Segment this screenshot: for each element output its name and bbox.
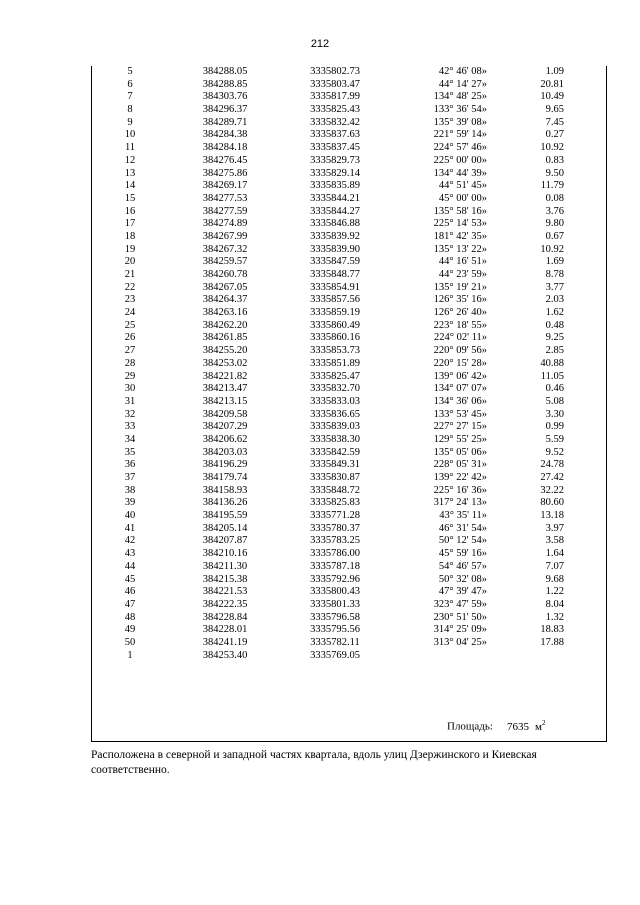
segment-length-cell: 0.67 — [545, 230, 564, 242]
table-row — [92, 599, 608, 612]
x-coordinate-cell: 384275.86 — [202, 167, 248, 179]
x-coordinate-cell: 384288.05 — [202, 66, 248, 77]
x-coordinate-cell: 384158.93 — [202, 484, 248, 496]
y-coordinate-cell: 3335835.89 — [310, 180, 360, 192]
table-row — [92, 624, 608, 637]
direction-angle-cell: 54° 46' 57» — [438, 560, 487, 572]
point-number-cell: 32 — [124, 408, 136, 420]
direction-angle-cell: 135° 58' 16» — [433, 205, 487, 217]
segment-length-cell: 0.46 — [545, 383, 564, 395]
direction-angle-cell: 228° 05' 31» — [433, 459, 487, 471]
point-number-cell: 47 — [124, 598, 136, 610]
segment-length-cell: 8.04 — [545, 598, 564, 610]
point-number-cell: 20 — [124, 256, 136, 268]
table-row — [92, 104, 608, 117]
point-number-cell: 29 — [124, 370, 136, 382]
table-row — [92, 256, 608, 269]
direction-angle-cell: 314° 25' 09» — [433, 624, 487, 636]
y-coordinate-cell: 3335829.73 — [310, 154, 360, 166]
segment-length-cell: 9.25 — [545, 332, 564, 344]
point-number-cell: 48 — [124, 611, 136, 623]
y-coordinate-cell: 3335800.43 — [310, 586, 360, 598]
point-number-cell: 1 — [127, 649, 133, 661]
direction-angle-cell: 135° 13' 22» — [433, 243, 487, 255]
coordinates-table — [92, 66, 608, 662]
table-row — [92, 358, 608, 371]
x-coordinate-cell: 384255.20 — [202, 345, 248, 357]
segment-length-cell: 1.69 — [545, 256, 564, 268]
page-number: 212 — [310, 38, 330, 50]
direction-angle-cell: 47° 39' 47» — [438, 586, 487, 598]
point-number-cell: 16 — [124, 205, 136, 217]
table-row — [92, 66, 608, 79]
direction-angle-cell: 223° 18' 55» — [433, 319, 487, 331]
x-coordinate-cell: 384253.40 — [202, 649, 248, 661]
table-row — [92, 168, 608, 181]
segment-length-cell: 2.85 — [545, 345, 564, 357]
x-coordinate-cell: 384205.14 — [202, 522, 248, 534]
direction-angle-cell: 220° 09' 56» — [433, 345, 487, 357]
y-coordinate-cell: 3335847.59 — [310, 256, 360, 268]
x-coordinate-cell: 384263.16 — [202, 307, 248, 319]
table-row — [92, 155, 608, 168]
table-row — [92, 485, 608, 498]
table-row — [92, 548, 608, 561]
point-number-cell: 5 — [127, 66, 133, 77]
point-number-cell: 27 — [124, 345, 136, 357]
y-coordinate-cell: 3335849.31 — [310, 459, 360, 471]
segment-length-cell: 32.22 — [540, 484, 564, 496]
x-coordinate-cell: 384222.35 — [202, 598, 248, 610]
x-coordinate-cell: 384241.19 — [202, 636, 248, 648]
table-row — [92, 79, 608, 92]
point-number-cell: 22 — [124, 281, 136, 293]
y-coordinate-cell: 3335787.18 — [310, 560, 360, 572]
point-number-cell: 26 — [124, 332, 136, 344]
x-coordinate-cell: 384195.59 — [202, 510, 248, 522]
segment-length-cell: 13.18 — [540, 510, 564, 522]
table-row — [92, 320, 608, 333]
direction-angle-cell: 44° 16' 51» — [438, 256, 487, 268]
table-row — [92, 117, 608, 130]
table-row — [92, 637, 608, 650]
segment-length-cell: 1.62 — [545, 307, 564, 319]
segment-length-cell: 8.78 — [545, 269, 564, 280]
direction-angle-cell: 46° 31' 54» — [438, 522, 487, 534]
direction-angle-cell: 50° 32' 08» — [438, 573, 487, 585]
y-coordinate-cell: 3335848.72 — [310, 484, 360, 496]
point-number-cell: 31 — [124, 395, 136, 407]
y-coordinate-cell: 3335832.70 — [310, 383, 360, 395]
segment-length-cell: 11.05 — [540, 370, 564, 382]
y-coordinate-cell: 3335836.65 — [310, 408, 360, 420]
direction-angle-cell: 45° 59' 16» — [438, 548, 487, 560]
x-coordinate-cell: 384267.05 — [202, 281, 248, 293]
direction-angle-cell: 139° 22' 42» — [433, 472, 487, 483]
x-coordinate-cell: 384274.89 — [202, 218, 248, 230]
point-number-cell: 50 — [124, 636, 136, 648]
table-row — [92, 396, 608, 409]
y-coordinate-cell: 3335786.00 — [310, 548, 360, 560]
x-coordinate-cell: 384259.57 — [202, 256, 248, 268]
direction-angle-cell: 129° 55' 25» — [433, 433, 487, 445]
y-coordinate-cell: 3335857.56 — [310, 294, 360, 306]
table-row — [92, 129, 608, 142]
segment-length-cell: 40.88 — [540, 357, 564, 369]
point-number-cell: 37 — [124, 472, 136, 483]
direction-angle-cell: 45° 00' 00» — [438, 192, 487, 204]
area-unit: м — [534, 720, 542, 733]
segment-length-cell: 0.99 — [545, 421, 564, 433]
segment-length-cell: 0.48 — [545, 319, 564, 331]
segment-length-cell: 7.45 — [545, 116, 564, 128]
segment-length-cell: 3.30 — [545, 408, 564, 420]
table-row — [92, 434, 608, 447]
x-coordinate-cell: 384261.85 — [202, 332, 248, 344]
area-label: Площадь: — [447, 720, 493, 733]
direction-angle-cell: 133° 53' 45» — [433, 408, 487, 420]
direction-angle-cell: 139° 06' 42» — [433, 370, 487, 382]
x-coordinate-cell: 384262.20 — [202, 319, 248, 331]
direction-angle-cell: 230° 51' 50» — [433, 611, 487, 623]
point-number-cell: 28 — [124, 357, 136, 369]
table-row — [92, 421, 608, 434]
y-coordinate-cell: 3335848.77 — [310, 269, 360, 280]
x-coordinate-cell: 384210.16 — [202, 548, 248, 560]
segment-length-cell: 9.68 — [545, 573, 564, 585]
segment-length-cell: 11.79 — [540, 180, 564, 192]
y-coordinate-cell: 3335795.56 — [310, 624, 360, 636]
y-coordinate-cell: 3335803.47 — [310, 78, 360, 90]
point-number-cell: 17 — [124, 218, 136, 230]
direction-angle-cell: 225° 00' 00» — [433, 154, 487, 166]
point-number-cell: 24 — [124, 307, 136, 319]
direction-angle-cell: 135° 39' 08» — [433, 116, 487, 128]
direction-angle-cell: 134° 36' 06» — [433, 395, 487, 407]
segment-length-cell: 9.52 — [545, 446, 564, 458]
y-coordinate-cell: 3335837.63 — [310, 129, 360, 141]
y-coordinate-cell: 3335839.03 — [310, 421, 360, 433]
point-number-cell: 40 — [124, 510, 136, 522]
y-coordinate-cell: 3335837.45 — [310, 142, 360, 154]
location-description: Расположена в северной и западной частях квартала, вдоль улиц Дзержинского и Киевская соответственно. — [91, 749, 537, 776]
table-row — [92, 231, 608, 244]
x-coordinate-cell: 384284.18 — [202, 142, 248, 154]
table-row — [92, 332, 608, 345]
y-coordinate-cell: 3335854.91 — [310, 281, 360, 293]
direction-angle-cell: 50° 12' 54» — [438, 535, 487, 547]
x-coordinate-cell: 384289.71 — [202, 116, 248, 128]
table-row — [92, 206, 608, 219]
area-line — [447, 719, 545, 733]
point-number-cell: 11 — [124, 142, 136, 154]
table-row — [92, 294, 608, 307]
point-number-cell: 25 — [124, 319, 136, 331]
point-number-cell: 14 — [124, 180, 136, 192]
table-row — [92, 523, 608, 536]
point-number-cell: 45 — [124, 573, 136, 585]
x-coordinate-cell: 384267.99 — [202, 230, 248, 242]
y-coordinate-cell: 3335829.14 — [310, 167, 360, 179]
table-row — [92, 244, 608, 257]
point-number-cell: 39 — [124, 497, 136, 509]
segment-length-cell: 9.50 — [545, 167, 564, 179]
table-row — [92, 586, 608, 599]
y-coordinate-cell: 3335859.19 — [310, 307, 360, 319]
point-number-cell: 43 — [124, 548, 136, 560]
segment-length-cell: 1.22 — [545, 586, 564, 598]
direction-angle-cell: 133° 36' 54» — [433, 104, 487, 116]
direction-angle-cell: 44° 14' 27» — [438, 78, 487, 90]
direction-angle-cell: 134° 48' 25» — [433, 91, 487, 103]
point-number-cell: 35 — [124, 446, 136, 458]
point-number-cell: 36 — [124, 459, 136, 471]
segment-length-cell: 9.80 — [545, 218, 564, 230]
point-number-cell: 12 — [124, 154, 136, 166]
table-row — [92, 612, 608, 625]
point-number-cell: 49 — [124, 624, 136, 636]
table-row — [92, 218, 608, 231]
x-coordinate-cell: 384260.78 — [202, 269, 248, 280]
table-row — [92, 535, 608, 548]
table-row — [92, 574, 608, 587]
x-coordinate-cell: 384269.17 — [202, 180, 248, 192]
point-number-cell: 33 — [124, 421, 136, 433]
table-row — [92, 650, 608, 663]
table-row — [92, 269, 608, 282]
x-coordinate-cell: 384215.38 — [202, 573, 248, 585]
segment-length-cell: 10.92 — [540, 142, 564, 154]
point-number-cell: 7 — [127, 91, 133, 103]
direction-angle-cell: 135° 05' 06» — [433, 446, 487, 458]
x-coordinate-cell: 384196.29 — [202, 459, 248, 471]
point-number-cell: 42 — [124, 535, 136, 547]
x-coordinate-cell: 384228.84 — [202, 611, 248, 623]
point-number-cell: 30 — [124, 383, 136, 395]
point-number-cell: 44 — [124, 560, 136, 572]
y-coordinate-cell: 3335802.73 — [310, 66, 360, 77]
y-coordinate-cell: 3335825.47 — [310, 370, 360, 382]
table-row — [92, 510, 608, 523]
direction-angle-cell: 181° 42' 35» — [433, 230, 487, 242]
segment-length-cell: 20.81 — [540, 78, 564, 90]
table-row — [92, 497, 608, 510]
segment-length-cell: 27.42 — [540, 472, 564, 483]
segment-length-cell: 9.65 — [545, 104, 564, 116]
y-coordinate-cell: 3335769.05 — [310, 649, 360, 661]
x-coordinate-cell: 384277.59 — [202, 205, 248, 217]
y-coordinate-cell: 3335839.90 — [310, 243, 360, 255]
direction-angle-cell: 317° 24' 13» — [433, 497, 487, 509]
x-coordinate-cell: 384211.30 — [202, 560, 248, 572]
point-number-cell: 10 — [124, 129, 136, 141]
table-row — [92, 472, 608, 485]
y-coordinate-cell: 3335792.96 — [310, 573, 360, 585]
point-number-cell: 13 — [124, 167, 136, 179]
segment-length-cell: 80.60 — [540, 497, 564, 509]
segment-length-cell: 3.77 — [545, 281, 564, 293]
x-coordinate-cell: 384209.58 — [202, 408, 248, 420]
direction-angle-cell: 134° 07' 07» — [433, 383, 487, 395]
table-row — [92, 561, 608, 574]
x-coordinate-cell: 384203.03 — [202, 446, 248, 458]
direction-angle-cell: 221° 59' 14» — [433, 129, 487, 141]
segment-length-cell: 10.92 — [540, 243, 564, 255]
y-coordinate-cell: 3335771.28 — [310, 510, 360, 522]
y-coordinate-cell: 3335830.87 — [310, 472, 360, 483]
segment-length-cell: 17.88 — [540, 636, 564, 648]
x-coordinate-cell: 384221.82 — [202, 370, 248, 382]
x-coordinate-cell: 384136.26 — [202, 497, 248, 509]
direction-angle-cell: 44° 51' 45» — [438, 180, 487, 192]
x-coordinate-cell: 384253.02 — [202, 357, 248, 369]
y-coordinate-cell: 3335860.49 — [310, 319, 360, 331]
table-row — [92, 371, 608, 384]
y-coordinate-cell: 3335839.92 — [310, 230, 360, 242]
segment-length-cell: 0.27 — [545, 129, 564, 141]
y-coordinate-cell: 3335838.30 — [310, 433, 360, 445]
direction-angle-cell: 42° 46' 08» — [438, 66, 487, 77]
x-coordinate-cell: 384277.53 — [202, 192, 248, 204]
segment-length-cell: 1.32 — [545, 611, 564, 623]
x-coordinate-cell: 384228.01 — [202, 624, 248, 636]
table-row — [92, 459, 608, 472]
segment-length-cell: 5.59 — [545, 433, 564, 445]
point-number-cell: 46 — [124, 586, 136, 598]
point-number-cell: 23 — [124, 294, 136, 306]
y-coordinate-cell: 3335832.42 — [310, 116, 360, 128]
table-row — [92, 142, 608, 155]
point-number-cell: 38 — [124, 484, 136, 496]
table-row — [92, 307, 608, 320]
x-coordinate-cell: 384303.76 — [202, 91, 248, 103]
segment-length-cell: 3.58 — [545, 535, 564, 547]
y-coordinate-cell: 3335796.58 — [310, 611, 360, 623]
y-coordinate-cell: 3335846.88 — [310, 218, 360, 230]
point-number-cell: 18 — [124, 230, 136, 242]
x-coordinate-cell: 384284.38 — [202, 129, 248, 141]
y-coordinate-cell: 3335842.59 — [310, 446, 360, 458]
direction-angle-cell: 224° 57' 46» — [433, 142, 487, 154]
direction-angle-cell: 126° 35' 16» — [433, 294, 487, 306]
segment-length-cell: 1.64 — [545, 548, 564, 560]
y-coordinate-cell: 3335844.21 — [310, 192, 360, 204]
y-coordinate-cell: 3335833.03 — [310, 395, 360, 407]
point-number-cell: 15 — [124, 192, 136, 204]
x-coordinate-cell: 384207.29 — [202, 421, 248, 433]
table-row — [92, 91, 608, 104]
x-coordinate-cell: 384267.32 — [202, 243, 248, 255]
segment-length-cell: 10.49 — [540, 91, 564, 103]
point-number-cell: 9 — [127, 116, 133, 128]
y-coordinate-cell: 3335801.33 — [310, 598, 360, 610]
point-number-cell: 8 — [127, 104, 133, 116]
direction-angle-cell: 134° 44' 39» — [433, 167, 487, 179]
y-coordinate-cell: 3335844.27 — [310, 205, 360, 217]
segment-length-cell: 18.83 — [540, 624, 564, 636]
point-number-cell: 34 — [124, 433, 136, 445]
direction-angle-cell: 43° 35' 11» — [439, 510, 487, 522]
x-coordinate-cell: 384206.62 — [202, 433, 248, 445]
direction-angle-cell: 225° 14' 53» — [433, 218, 487, 230]
y-coordinate-cell: 3335825.43 — [310, 104, 360, 116]
y-coordinate-cell: 3335783.25 — [310, 535, 360, 547]
x-coordinate-cell: 384288.85 — [202, 78, 248, 90]
x-coordinate-cell: 384213.47 — [202, 383, 248, 395]
x-coordinate-cell: 384276.45 — [202, 154, 248, 166]
table-row — [92, 345, 608, 358]
y-coordinate-cell: 3335853.73 — [310, 345, 360, 357]
x-coordinate-cell: 384264.37 — [202, 294, 248, 306]
direction-angle-cell: 225° 16' 36» — [433, 484, 487, 496]
y-coordinate-cell: 3335817.99 — [310, 91, 360, 103]
direction-angle-cell: 323° 47' 59» — [433, 598, 487, 610]
y-coordinate-cell: 3335780.37 — [310, 522, 360, 534]
segment-length-cell: 2.03 — [545, 294, 564, 306]
point-number-cell: 21 — [124, 269, 136, 280]
direction-angle-cell: 44° 23' 59» — [438, 269, 487, 280]
direction-angle-cell: 220° 15' 28» — [433, 357, 487, 369]
direction-angle-cell: 313° 04' 25» — [433, 636, 487, 648]
segment-length-cell: 3.97 — [545, 522, 564, 534]
point-number-cell: 6 — [127, 78, 133, 90]
segment-length-cell: 5.08 — [545, 395, 564, 407]
coordinates-table-frame — [91, 66, 607, 742]
area-unit-power: 2 — [541, 719, 546, 727]
table-row — [92, 409, 608, 422]
table-row — [92, 383, 608, 396]
area-value: 7635 — [506, 720, 529, 733]
segment-length-cell: 0.08 — [545, 192, 564, 204]
segment-length-cell: 24.78 — [540, 459, 564, 471]
y-coordinate-cell: 3335825.83 — [310, 497, 360, 509]
x-coordinate-cell: 384207.87 — [202, 535, 248, 547]
direction-angle-cell: 135° 19' 21» — [433, 281, 487, 293]
y-coordinate-cell: 3335851.89 — [310, 357, 360, 369]
table-row — [92, 180, 608, 193]
direction-angle-cell: 224° 02' 11» — [434, 332, 487, 344]
table-row — [92, 193, 608, 206]
x-coordinate-cell: 384221.53 — [202, 586, 248, 598]
y-coordinate-cell: 3335782.11 — [310, 636, 360, 648]
y-coordinate-cell: 3335860.16 — [310, 332, 360, 344]
segment-length-cell: 7.07 — [545, 560, 564, 572]
direction-angle-cell: 126° 26' 40» — [433, 307, 487, 319]
segment-length-cell: 0.83 — [545, 154, 564, 166]
segment-length-cell: 1.09 — [545, 66, 564, 77]
table-row — [92, 447, 608, 460]
segment-length-cell: 3.76 — [545, 205, 564, 217]
direction-angle-cell: 227° 27' 15» — [433, 421, 487, 433]
x-coordinate-cell: 384213.15 — [202, 395, 248, 407]
x-coordinate-cell: 384179.74 — [202, 472, 248, 483]
x-coordinate-cell: 384296.37 — [202, 104, 248, 116]
point-number-cell: 41 — [124, 522, 136, 534]
table-row — [92, 282, 608, 295]
point-number-cell: 19 — [124, 243, 136, 255]
